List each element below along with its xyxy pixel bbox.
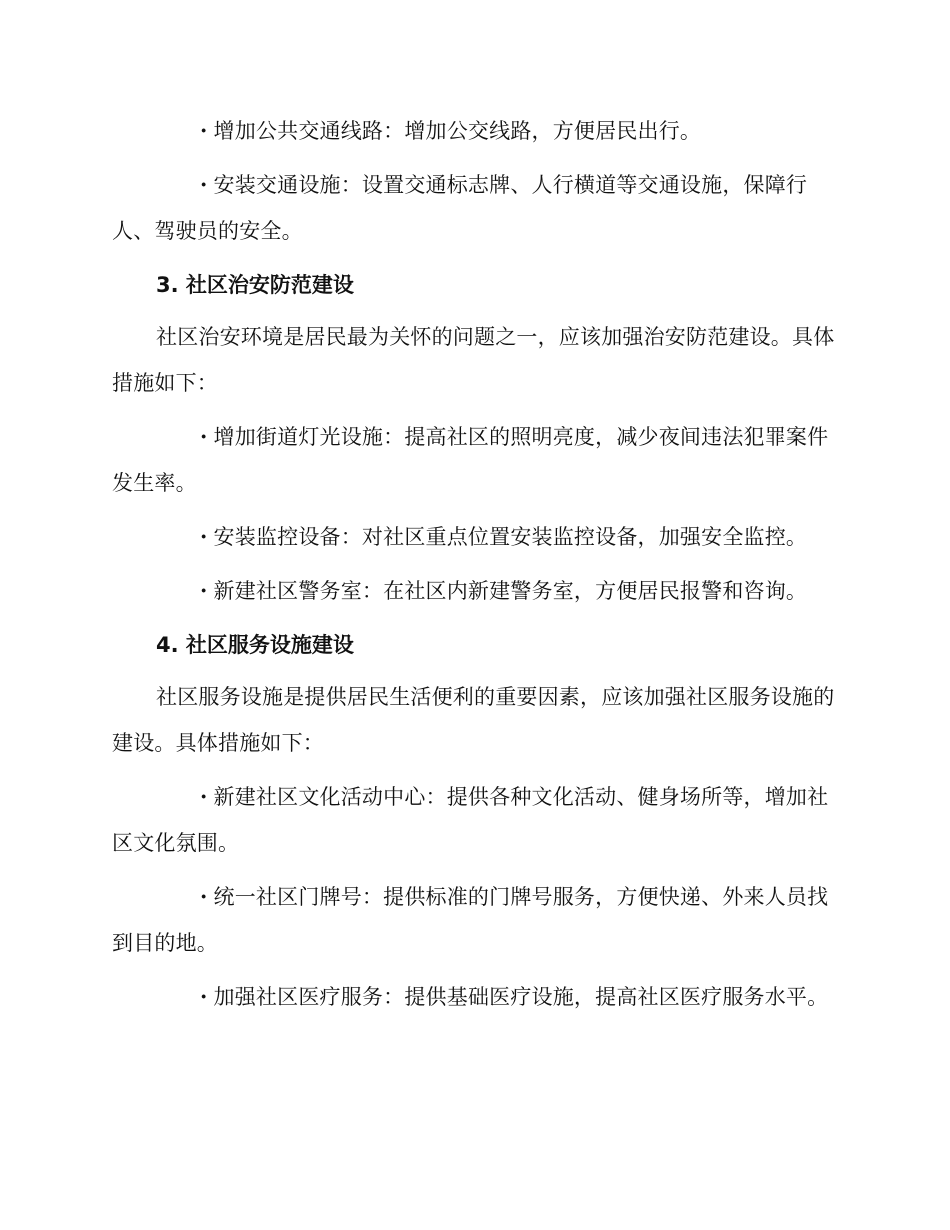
bullet-text: 新建社区警务室：在社区内新建警务室，方便居民报警和咨询。 [213, 579, 808, 603]
bullet-item [112, 414, 838, 506]
bullet-text: 新建社区文化活动中心：提供各种文化活动、健身场所等，增加社区文化氛围。 [112, 785, 829, 855]
section-heading: 3. 社区治安防范建设 [156, 273, 354, 297]
paragraph: 社区治安环境是居民最为关怀的问题之一，应该加强治安防范建设。具体措施如下： [112, 325, 835, 395]
bullet-item [112, 774, 838, 866]
bullet-text: 安装监控设备：对社区重点位置安装监控设备，加强安全监控。 [213, 525, 808, 549]
bullet-dot: · [200, 984, 208, 1009]
bullet-item [112, 514, 838, 560]
bullet-text: 安装交通设施：设置交通标志牌、人行横道等交通设施，保障行人、驾驶员的安全。 [112, 173, 808, 243]
bullet-dot: · [200, 172, 208, 197]
bullet-text: 加强社区医疗服务：提供基础医疗设施，提高社区医疗服务水平。 [213, 985, 829, 1009]
bullet-dot: · [200, 424, 208, 449]
bullet-dot: · [200, 524, 208, 549]
bullet-text: 增加公共交通线路：增加公交线路，方便居民出行。 [213, 119, 702, 143]
bullet-item [112, 568, 838, 614]
bullet-text: 增加街道灯光设施：提高社区的照明亮度，减少夜间违法犯罪案件发生率。 [112, 425, 829, 495]
bullet-text: 统一社区门牌号：提供标准的门牌号服务，方便快递、外来人员找到目的地。 [112, 885, 829, 955]
bullet-item [112, 974, 838, 1020]
bullet-dot: · [200, 784, 208, 809]
bullet-item [112, 162, 838, 254]
paragraph: 社区服务设施是提供居民生活便利的重要因素，应该加强社区服务设施的建设。具体措施如下： [112, 685, 835, 755]
bullet-item [112, 108, 838, 154]
bullet-dot: · [200, 118, 208, 143]
bullet-dot: · [200, 884, 208, 909]
bullet-item [112, 874, 838, 966]
section-heading: 4. 社区服务设施建设 [156, 633, 354, 657]
bullet-dot: · [200, 578, 208, 603]
